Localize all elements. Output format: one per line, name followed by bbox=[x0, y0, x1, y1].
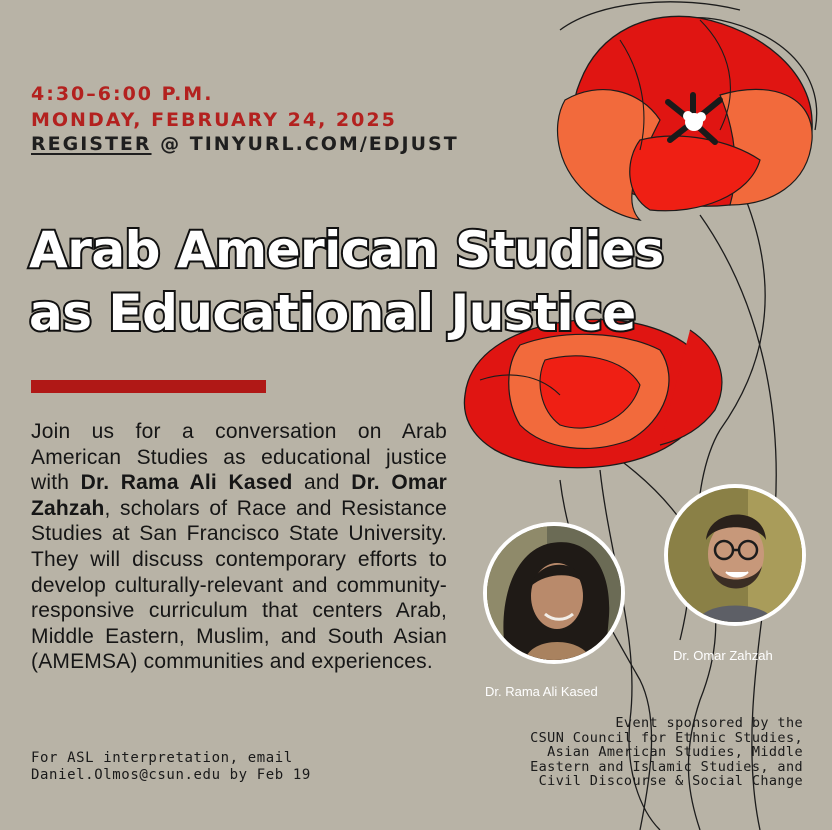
event-description bbox=[31, 419, 447, 675]
event-date: MONDAY, FEBRUARY 24, 2025 bbox=[31, 109, 397, 131]
description-and: and bbox=[292, 471, 352, 495]
sponsor-line: CSUN Council for Ethnic Studies, bbox=[530, 729, 803, 746]
sponsor-notice bbox=[530, 716, 803, 789]
description-intro: Join us for a conversation on Arab American Studies as educational justice with bbox=[31, 420, 447, 495]
speaker-photo-omar bbox=[664, 484, 806, 626]
register-link[interactable]: REGISTER bbox=[31, 133, 152, 155]
asl-line-1: For ASL interpretation, email bbox=[31, 750, 293, 766]
speaker-caption-rama: Dr. Rama Ali Kased bbox=[485, 684, 598, 699]
accent-divider bbox=[31, 380, 266, 393]
asl-contact-email[interactable]: Daniel.Olmos@csun.edu by Feb 19 bbox=[31, 767, 311, 783]
speaker-caption-omar: Dr. Omar Zahzah bbox=[673, 648, 773, 663]
register-url[interactable]: @ TINYURL.COM/EDJUST bbox=[151, 133, 459, 155]
title-line-1: Arab American Studies bbox=[29, 221, 664, 279]
register-line bbox=[31, 133, 459, 155]
speaker-name-rama: Dr. Rama Ali Kased bbox=[80, 471, 293, 495]
sponsor-line: Asian American Studies, Middle bbox=[547, 744, 803, 760]
event-title bbox=[29, 219, 819, 345]
sponsor-line: Civil Discourse & Social Change bbox=[538, 773, 803, 789]
sponsor-line: Eastern and Islamic Studies, and bbox=[530, 758, 803, 775]
title-line-2: as Educational Justice bbox=[29, 284, 636, 342]
event-time: 4:30–6:00 P.M. bbox=[31, 83, 214, 105]
speaker-photo-rama bbox=[483, 522, 625, 664]
description-body: , scholars of Race and Resistance Studies at San Francisco State University. They will discuss contemporary efforts to develop culturally-relevant and community-responsive curriculum that centers Arab, Middle Eastern, Muslim, and South Asian (AMEMSA) communities and experiences. bbox=[31, 496, 447, 674]
sponsor-line: Event sponsored by the bbox=[615, 715, 803, 731]
speaker-name-omar: Dr. Omar Zahzah bbox=[31, 471, 447, 520]
asl-notice bbox=[31, 750, 311, 784]
